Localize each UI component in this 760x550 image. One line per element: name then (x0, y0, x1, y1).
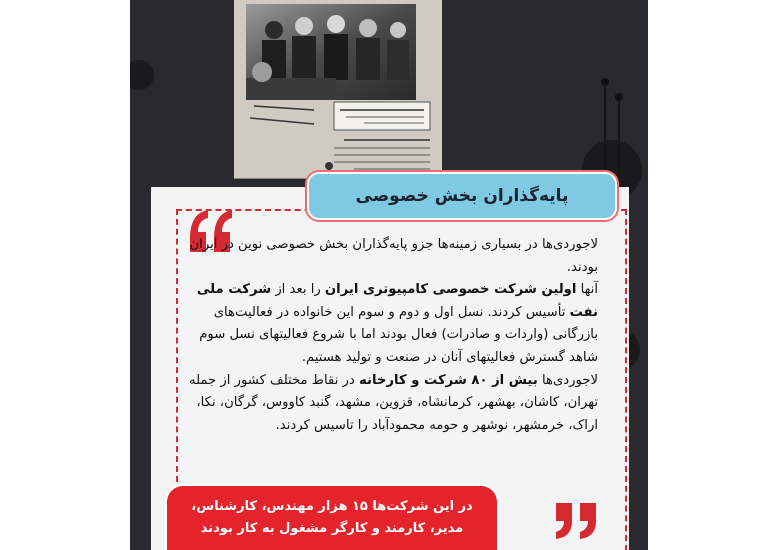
paragraph-text: آنها (576, 282, 598, 298)
close-quote-icon (552, 497, 604, 541)
body-paragraph (186, 279, 598, 369)
paragraph-text: در نقاط مختلف کشور از جمله تهران، کاشان، بهشهر، کرمانشاه، قزوین، مشهد، گنبد کاووس، گرگان، نکا، اراک، خرمشهر، نوشهر و حومه محمودآباد را تاسیس کردند. (189, 372, 598, 433)
section-title-text: پایه‌گذاران بخش خصوصی (355, 186, 569, 206)
highlight-text: بیش از ۸۰ شرکت و کارخانه (359, 372, 538, 388)
body-paragraph (186, 370, 598, 438)
footer-line-2: مدیر، کارمند و کارگر مشغول به کار بودند (200, 521, 464, 536)
decor-dot (601, 78, 609, 86)
body-paragraph (186, 234, 598, 279)
paragraph-text: لاجوردی‌ها (537, 372, 598, 388)
paragraph-text: را بعد از (271, 282, 325, 298)
paragraph-text: لاجوردی‌ها در بسیاری زمینه‌ها جزو پایه‌گذاران بخش خصوصی نوین در ایران بودند. (189, 237, 598, 275)
decor-line (618, 95, 620, 185)
background-panel (130, 0, 648, 550)
decor-dot (615, 93, 623, 101)
section-title (307, 172, 617, 220)
footer-highlight (167, 486, 497, 550)
highlight-text: اولین شرکت خصوصی کامپیوتری ایران (324, 282, 577, 298)
historical-photo (234, 0, 442, 179)
decor-circle (130, 60, 154, 90)
photo-illustration (234, 0, 442, 178)
footer-line-1: در این شرکت‌ها ۱۵ هزار مهندس، کارشناس، (191, 499, 473, 514)
highlight-text: شرکت ملی نفت (196, 282, 598, 320)
paragraph-text: تأسیس کردند. نسل اول و دوم و سوم این خانواده در فعالیت‌های بازرگانی (واردات و صادرات) فعال بودند اما با شروع فعالیتهای نسل سوم شاهد گسترش فعالیتهای آنان در صنعت و تولید هستیم. (199, 304, 598, 365)
body-text (186, 234, 598, 437)
